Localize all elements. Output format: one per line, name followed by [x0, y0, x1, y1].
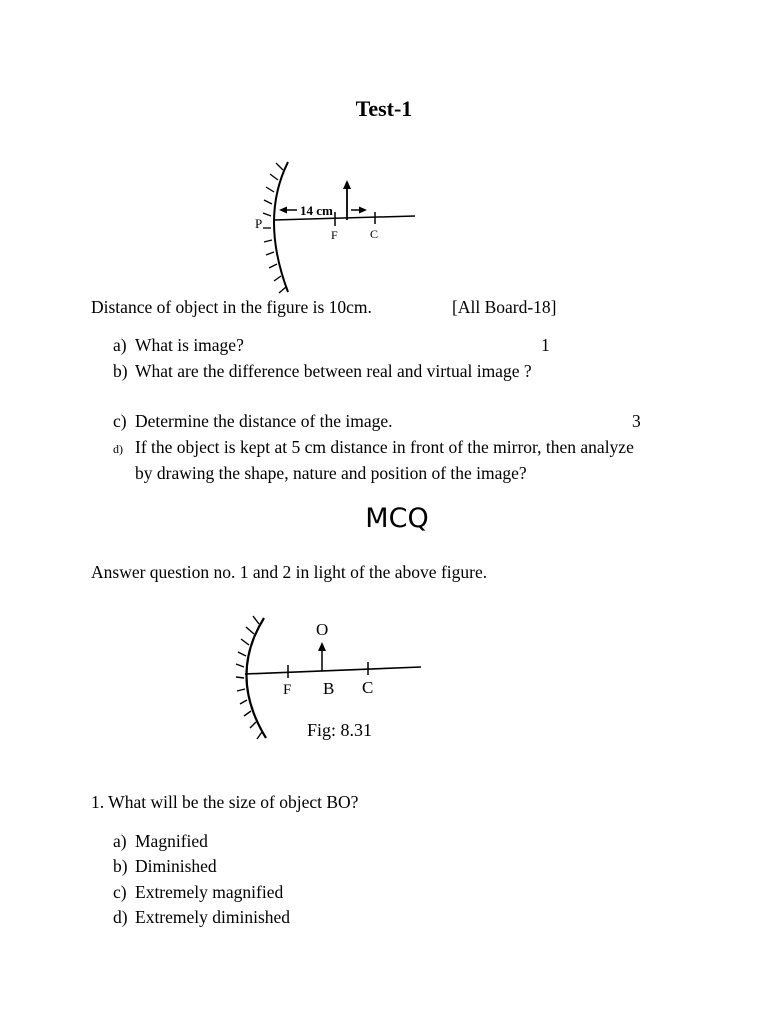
question-a-text: What is image?	[135, 335, 244, 355]
question-d-text-continued: by drawing the shape, nature and position of the image?	[135, 463, 527, 483]
concave-mirror-surface	[246, 618, 266, 738]
principal-axis	[245, 667, 421, 674]
principal-axis	[274, 216, 415, 220]
question-c-text: Determine the distance of the image.	[135, 411, 393, 431]
mcq-heading: MCQ	[365, 503, 429, 534]
point-label-p: P	[255, 216, 263, 231]
mcq-option-a	[113, 830, 208, 852]
option-a-text: Magnified	[135, 831, 208, 851]
option-b-label: b)	[113, 856, 128, 876]
option-b-text: Diminished	[135, 856, 217, 876]
question-a	[113, 334, 244, 356]
mcq-question-1: 1. What will be the size of object BO?	[91, 792, 359, 812]
question-d-label: d)	[113, 442, 123, 456]
question-d	[113, 436, 634, 460]
question-c-label: c)	[113, 411, 127, 431]
point-label-f: F	[331, 228, 338, 242]
option-c-label: c)	[113, 882, 127, 902]
label-f: F	[283, 682, 292, 698]
question-stem: Distance of object in the figure is 10cm.	[91, 297, 372, 317]
distance-label: 14 cm	[300, 203, 333, 218]
figure-2-mirror-diagram	[228, 612, 438, 747]
option-c-text: Extremely magnified	[135, 882, 284, 902]
question-d-text: If the object is kept at 5 cm distance in front of the mirror, then analyze	[135, 437, 634, 457]
option-d-text: Extremely diminished	[135, 907, 291, 927]
question-c-marks: 3	[632, 411, 641, 431]
question-b-text: What are the difference between real and virtual image ?	[135, 361, 532, 381]
figure-1-mirror-diagram	[250, 158, 440, 298]
label-c: C	[362, 678, 374, 697]
mirror-hatching	[236, 616, 262, 739]
label-o: O	[316, 620, 329, 639]
question-c	[113, 410, 393, 432]
question-b-label: b)	[113, 361, 128, 381]
option-a-label: a)	[113, 831, 127, 851]
question-a-marks: 1	[541, 335, 550, 355]
option-d-label: d)	[113, 907, 128, 927]
mcq-instruction: Answer question no. 1 and 2 in light of the above figure.	[91, 562, 488, 582]
mcq-option-b	[113, 855, 217, 877]
mcq-option-c	[113, 881, 283, 903]
question-a-label: a)	[113, 335, 127, 355]
board-reference: [All Board-18]	[452, 297, 557, 317]
concave-mirror-surface	[274, 162, 288, 292]
question-b	[113, 360, 532, 382]
label-b: B	[323, 679, 335, 698]
mcq-option-d	[113, 906, 290, 928]
figure-caption: Fig: 8.31	[307, 720, 373, 740]
page-title: Test-1	[355, 96, 413, 121]
point-label-c: C	[370, 227, 379, 241]
